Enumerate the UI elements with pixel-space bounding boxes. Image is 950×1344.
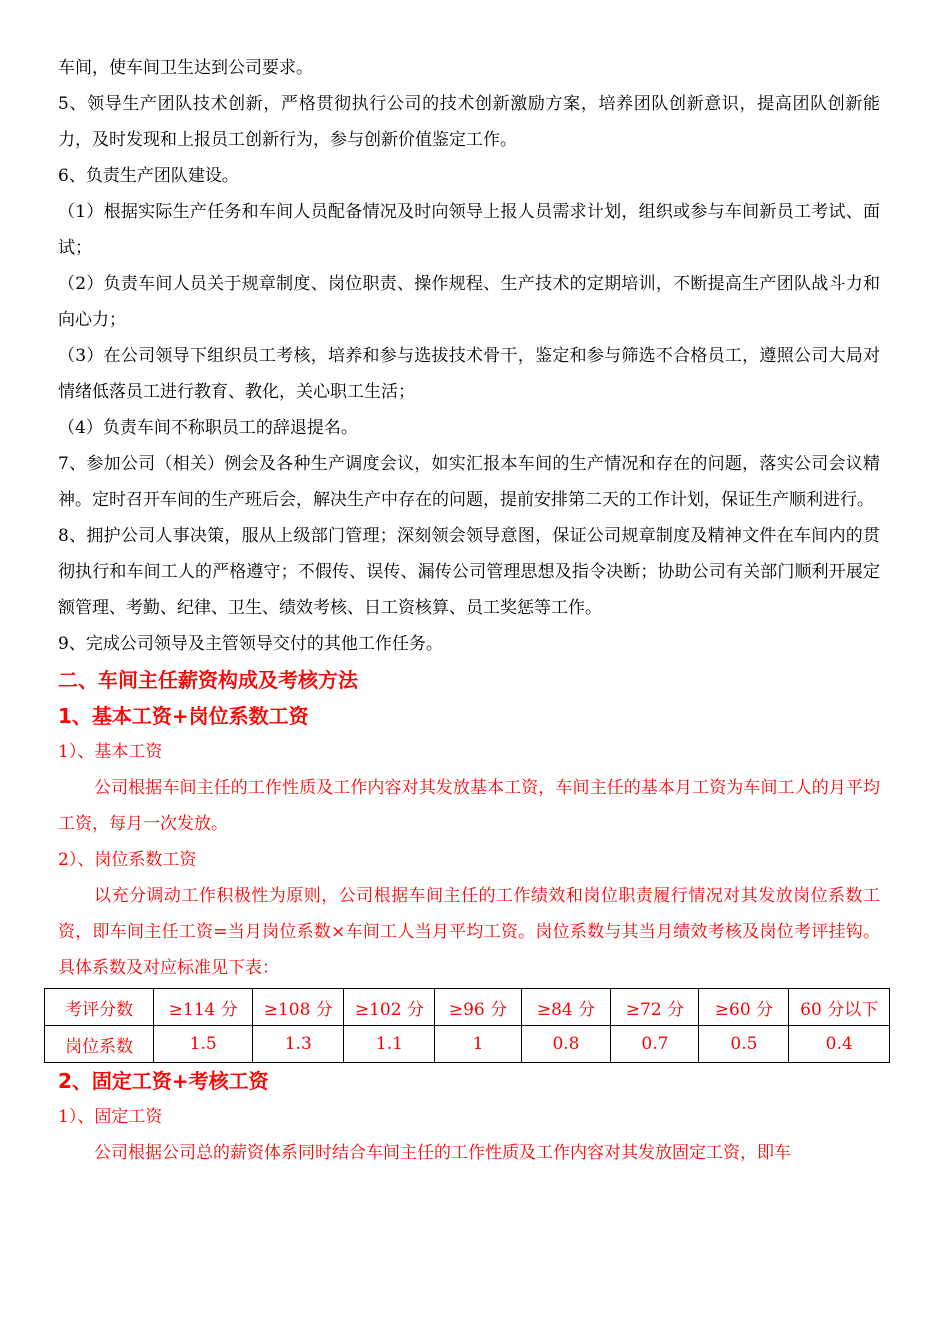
- table-cell: ≥60 分: [699, 989, 789, 1026]
- table-cell: 1.3: [253, 1026, 344, 1063]
- subheading-coefficient-wage: 2）、岗位系数工资: [58, 850, 197, 870]
- table-cell: 0.5: [699, 1026, 789, 1063]
- paragraph-item-5: 5、领导生产团队技术创新，严格贯彻执行公司的技术创新激励方案，培养团队创新意识，提高团队创新能力，及时发现和上报员工创新行为，参与创新价值鉴定工作。: [58, 94, 880, 150]
- table-cell: 岗位系数: [45, 1026, 154, 1063]
- table-cell: 1.5: [154, 1026, 253, 1063]
- paragraph-fixed-wage: 公司根据公司总的薪资体系同时结合车间主任的工作性质及工作内容对其发放固定工资，即车: [94, 1143, 791, 1163]
- table-cell: 1.1: [344, 1026, 435, 1063]
- table-cell: 0.7: [611, 1026, 699, 1063]
- paragraph-item-6-3: （3）在公司领导下组织员工考核，培养和参与选拔技术骨干，鉴定和参与筛选不合格员工，遵照公司大局对情绪低落员工进行教育、教化，关心职工生活；: [58, 346, 880, 402]
- paragraph-item-9: 9、完成公司领导及主管领导交付的其他工作任务。: [58, 634, 443, 654]
- paragraph-item-6-1: （1）根据实际生产任务和车间人员配备情况及时向领导上报人员需求计划，组织或参与车间新员工考试、面试；: [58, 202, 880, 258]
- paragraph-item-7: 7、参加公司（相关）例会及各种生产调度会议，如实汇报本车间的生产情况和存在的问题，落实公司会议精神。定时召开车间的生产班后会，解决生产中存在的问题，提前安排第二天的工作计划，保证生产顺利进行。: [58, 454, 880, 510]
- table-cell: 0.8: [521, 1026, 611, 1063]
- heading-basic-plus-coefficient: 1、基本工资+岗位系数工资: [58, 704, 309, 728]
- table-cell: ≥108 分: [253, 989, 344, 1026]
- table-cell: ≥96 分: [435, 989, 521, 1026]
- paragraph-coefficient-wage: 以充分调动工作积极性为原则，公司根据车间主任的工作绩效和岗位职责履行情况对其发放岗位系数工资，即车间主任工资=当月岗位系数×车间工人当月平均工资。岗位系数与其当月绩效考核及岗位考评挂钩。具体系数及对应标准见下表：: [58, 886, 880, 978]
- heading-fixed-plus-assessment: 2、固定工资+考核工资: [58, 1069, 269, 1093]
- paragraph-item-6-2: （2）负责车间人员关于规章制度、岗位职责、操作规程、生产技术的定期培训，不断提高生产团队战斗力和向心力；: [58, 274, 880, 330]
- subheading-fixed-wage: 1）、固定工资: [58, 1107, 163, 1127]
- table-cell: ≥114 分: [154, 989, 253, 1026]
- document-page: [58, 50, 880, 1171]
- table-cell: 0.4: [789, 1026, 890, 1063]
- section-heading-salary: 二、车间主任薪资构成及考核方法: [58, 668, 358, 692]
- subheading-basic-wage: 1）、基本工资: [58, 742, 163, 762]
- table-cell: ≥72 分: [611, 989, 699, 1026]
- coefficient-table: [44, 988, 890, 1063]
- paragraph-item-6-4: （4）负责车间不称职员工的辞退提名。: [58, 418, 358, 438]
- table-cell: 1: [435, 1026, 521, 1063]
- table-cell: 60 分以下: [789, 989, 890, 1026]
- paragraph-item-8: 8、拥护公司人事决策，服从上级部门管理；深刻领会领导意图，保证公司规章制度及精神文件在车间内的贯彻执行和车间工人的严格遵守；不假传、误传、漏传公司管理思想及指令决断；协助公司有关部门顺利开展定额管理、考勤、纪律、卫生、绩效考核、日工资核算、员工奖惩等工作。: [58, 526, 880, 618]
- table-cell: ≥102 分: [344, 989, 435, 1026]
- table-cell: 考评分数: [45, 989, 154, 1026]
- paragraph-basic-wage: 公司根据车间主任的工作性质及工作内容对其发放基本工资，车间主任的基本月工资为车间工人的月平均工资，每月一次发放。: [58, 778, 880, 834]
- table-row-scores: [45, 989, 890, 1026]
- paragraph-hygiene-end: 车间，使车间卫生达到公司要求。: [58, 58, 313, 78]
- table-row-coefficients: [45, 1026, 890, 1063]
- paragraph-item-6: 6、负责生产团队建设。: [58, 166, 239, 186]
- table-cell: ≥84 分: [521, 989, 611, 1026]
